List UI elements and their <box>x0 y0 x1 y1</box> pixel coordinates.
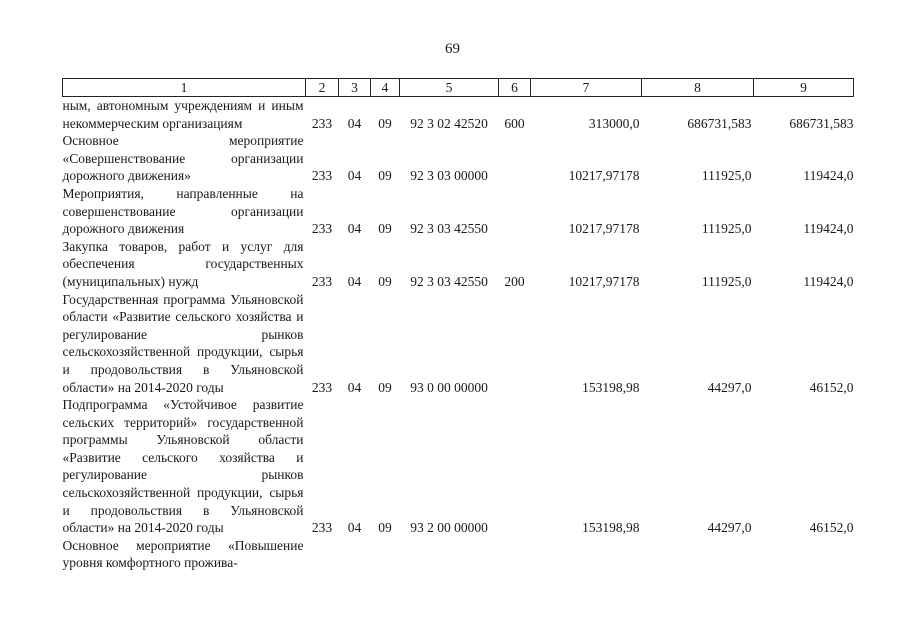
row-amount-7: 10217,97178 <box>568 221 640 237</box>
row-expense-type <box>499 132 531 185</box>
row-section-code: 04 <box>347 221 362 237</box>
table-row <box>63 132 854 185</box>
row-amount-9: 46152,0 <box>809 379 854 395</box>
row-amount-8 <box>642 537 754 572</box>
row-amount-7: 10217,97178 <box>568 273 640 289</box>
row-section-code: 04 <box>347 115 362 131</box>
row-amount-7: 153198,98 <box>582 379 640 395</box>
row-target-code: 92 3 03 42550 <box>410 221 488 237</box>
table-header <box>63 79 854 97</box>
row-section-code: 04 <box>347 520 362 536</box>
row-ministry-code: 233 <box>311 273 333 289</box>
row-subsection-code: 09 <box>378 115 392 131</box>
row-expense-type: 200 <box>504 273 525 289</box>
table-row <box>63 396 854 537</box>
row-expense-type <box>499 291 531 397</box>
row-name: Закупка товаров, работ и услуг для обеспечения государственных (муниципальных) нужд <box>62 238 304 289</box>
header-col-4: 4 <box>371 79 400 97</box>
header-col-1: 1 <box>63 79 306 97</box>
header-row <box>63 79 854 97</box>
row-amount-8: 111925,0 <box>701 168 752 184</box>
row-amount-9: 46152,0 <box>809 520 854 536</box>
row-name: Государственная программа Ульяновской области «Развитие сельского хозяйства и регулирование рынков сельскохозяйственной продукции, сырья и продовольствия в Ульяновской области» на 2014-2020 годы <box>62 291 304 395</box>
row-expense-type: 600 <box>504 115 525 131</box>
row-subsection-code: 09 <box>378 273 392 289</box>
row-target-code: 92 3 03 00000 <box>410 168 488 184</box>
row-ministry-code: 233 <box>311 221 333 237</box>
header-col-7: 7 <box>531 79 642 97</box>
row-amount-9: 119424,0 <box>803 168 854 184</box>
header-col-9: 9 <box>754 79 854 97</box>
row-subsection-code: 09 <box>378 379 392 395</box>
row-target-code: 92 3 03 42550 <box>410 273 488 289</box>
row-name: Мероприятия, направленные на совершенствование организации дорожного движения <box>62 185 304 237</box>
row-amount-9 <box>754 537 854 572</box>
table-row <box>63 537 854 572</box>
row-subsection-code <box>371 537 400 572</box>
row-target-code: 92 3 02 42520 <box>410 115 488 131</box>
row-amount-8: 111925,0 <box>701 273 752 289</box>
row-amount-8: 686731,583 <box>687 115 752 131</box>
row-amount-9: 119424,0 <box>803 221 854 237</box>
row-expense-type <box>499 537 531 572</box>
header-col-3: 3 <box>339 79 371 97</box>
row-amount-7: 153198,98 <box>582 520 640 536</box>
table-row <box>63 238 854 291</box>
row-amount-7: 313000,0 <box>588 115 640 131</box>
row-target-code: 93 2 00 00000 <box>410 520 488 536</box>
row-name: Подпрограмма «Устойчивое развитие сельских территорий» государственной программы Ульяновской области «Развитие сельского хозяйства и регулирование рынков сельскохозяйственной продукции, сырья и продовольствия в Ульяновской области» на 2014-2020 годы <box>62 397 304 536</box>
page-number: 69 <box>445 41 460 57</box>
row-section-code: 04 <box>347 273 362 289</box>
header-col-2: 2 <box>306 79 339 97</box>
row-amount-8: 111925,0 <box>701 221 752 237</box>
row-target-code: 93 0 00 00000 <box>410 379 488 395</box>
row-name: Основное мероприятие «Повышение уровня комфортного прожива- <box>62 537 304 571</box>
row-ministry-code: 233 <box>311 520 333 536</box>
table-row <box>63 185 854 238</box>
row-subsection-code: 09 <box>378 168 392 184</box>
header-col-6: 6 <box>499 79 531 97</box>
row-amount-8: 44297,0 <box>707 379 752 395</box>
row-expense-type <box>499 185 531 238</box>
row-section-code <box>339 537 371 572</box>
row-target-code <box>400 537 499 572</box>
row-subsection-code: 09 <box>378 520 392 536</box>
row-section-code: 04 <box>347 168 362 184</box>
row-ministry-code: 233 <box>311 379 333 395</box>
row-amount-7 <box>531 537 642 572</box>
row-subsection-code: 09 <box>378 221 392 237</box>
row-ministry-code: 233 <box>311 115 333 131</box>
header-col-8: 8 <box>642 79 754 97</box>
header-col-5: 5 <box>400 79 499 97</box>
table-row <box>63 97 854 133</box>
row-expense-type <box>499 396 531 537</box>
row-amount-9: 119424,0 <box>803 273 854 289</box>
row-name: ным, автономным учреждениям и иным некоммерческим организациям <box>62 98 304 131</box>
row-amount-7: 10217,97178 <box>568 168 640 184</box>
budget-table <box>62 78 854 572</box>
row-section-code: 04 <box>347 379 362 395</box>
row-name: Основное мероприятие «Совершенствование организации дорожного движения» <box>62 133 304 184</box>
row-amount-8: 44297,0 <box>707 520 752 536</box>
row-amount-9: 686731,583 <box>789 115 854 131</box>
row-ministry-code: 233 <box>311 168 333 184</box>
row-ministry-code <box>306 537 339 572</box>
table-row <box>63 291 854 397</box>
